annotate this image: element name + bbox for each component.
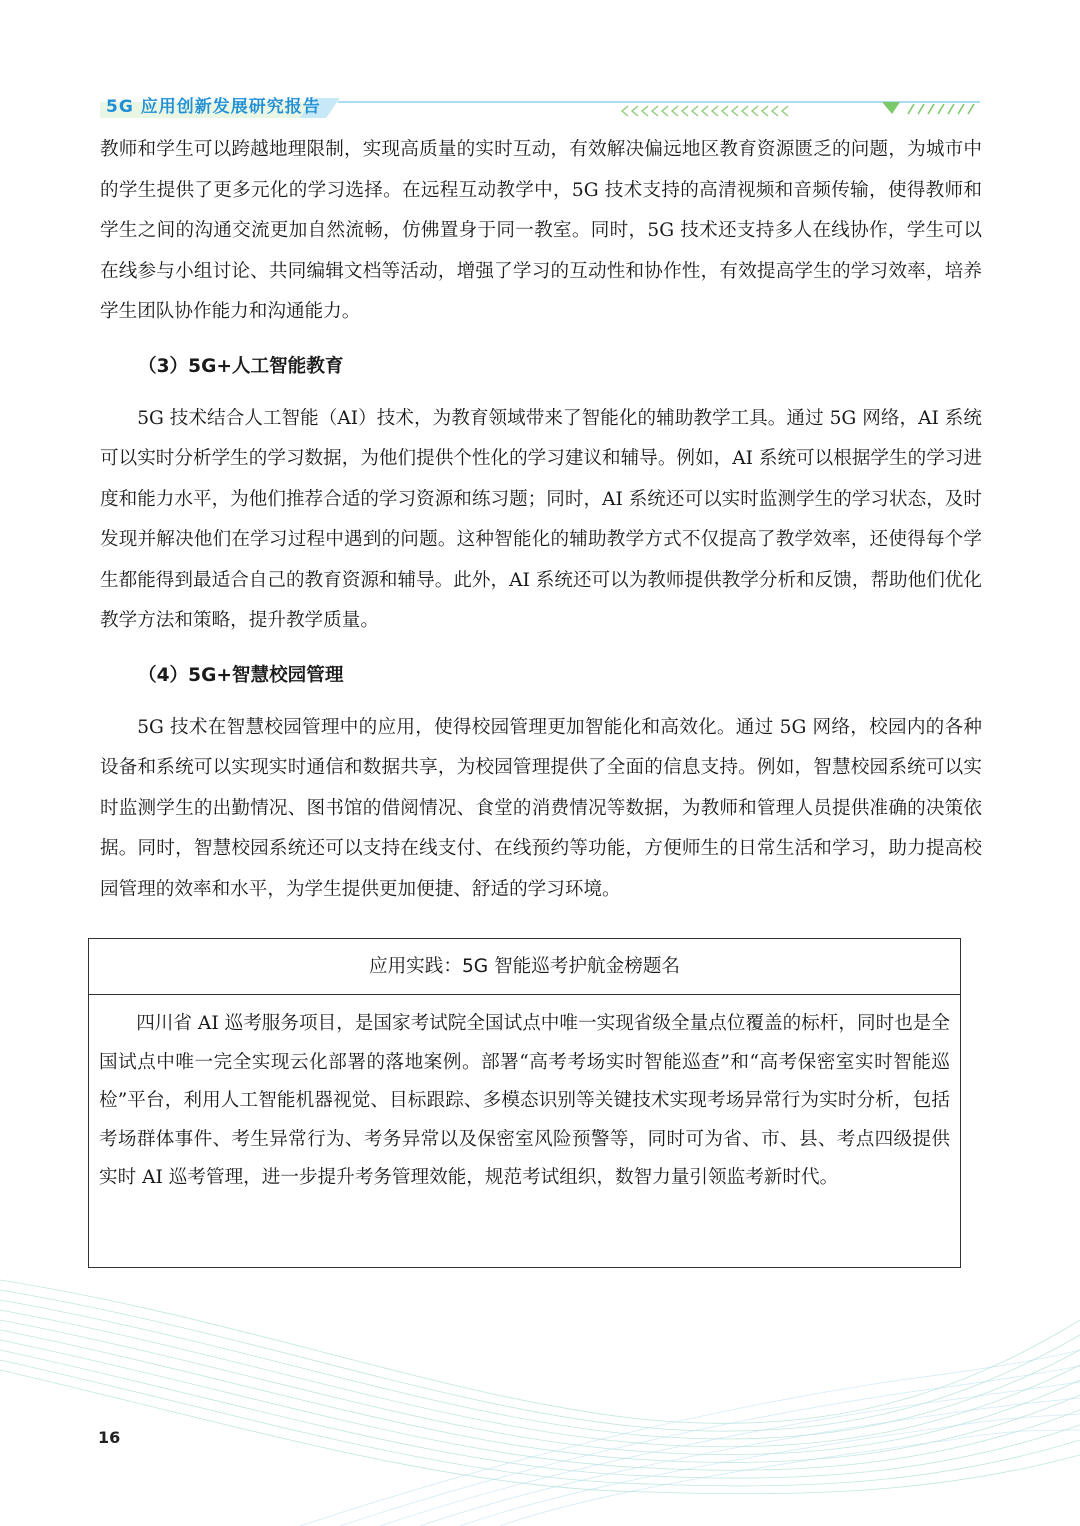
case-study-title: 应用实践：5G 智能巡考护航金榜题名: [89, 939, 960, 995]
section3-heading: （3）5G+人工智能教育: [138, 355, 344, 377]
section3-paragraph: 5G 技术结合人工智能（AI）技术，为教育领域带来了智能化的辅助教学工具。通过 5G 网络，AI 系统可以实时分析学生的学习数据，为他们提供个性化的学习建议和辅导。例如，AI 系统可以根据学生的学习进度和能力水平，为他们推荐合适的学习资源和练习题；同时，AI 系统还可以实时监测学生的学习状态，及时发现并解决他们在学习过程中遇到的问题。这种智能化的辅助教学方式不仅提高了教学效率，还使得每个学生都能得到最适合自己的教育资源和辅导。此外，AI 系统还可以为教师提供教学分析和反馈，帮助他们优化教学方法和策略，提升教学质量。: [100, 407, 982, 631]
intro-paragraph: 教师和学生可以跨越地理限制，实现高质量的实时互动，有效解决偏远地区教育资源匮乏的问题，为城市中的学生提供了更多元化的学习选择。在远程互动教学中，5G 技术支持的高清视频和音频传输，使得教师和学生之间的沟通交流更加自然流畅，仿佛置身于同一教室。同时，5G 技术还支持多人在线协作，学生可以在线参与小组讨论、共同编辑文档等活动，增强了学习的互动性和协作性，有效提高学生的学习效率，培养学生团队协作能力和沟通能力。: [100, 139, 982, 322]
header-chevrons: [622, 106, 788, 116]
section4-heading: （4）5G+智慧校园管理: [138, 664, 344, 686]
report-title: 5G 应用创新发展研究报告: [106, 97, 321, 117]
header-triangle: [882, 102, 900, 114]
decorative-waves: [0, 1260, 1080, 1526]
header-slashes: [908, 104, 974, 114]
main-content: [100, 130, 982, 910]
page-header: [100, 88, 980, 128]
wave-lines: [0, 1280, 1080, 1494]
page-number: 16: [98, 1428, 121, 1447]
case-study-box: [88, 938, 961, 1268]
section4-paragraph: 5G 技术在智慧校园管理中的应用，使得校园管理更加智能化和高效化。通过 5G 网络，校园内的各种设备和系统可以实现实时通信和数据共享，为校园管理提供了全面的信息支持。例如，智慧校园系统可以实时监测学生的出勤情况、图书馆的借阅情况、食堂的消费情况等数据，为教师和管理人员提供准确的决策依据。同时，智慧校园系统还可以支持在线支付、在线预约等功能，方便师生的日常生活和学习，助力提高校园管理的效率和水平，为学生提供更加便捷、舒适的学习环境。: [100, 716, 982, 900]
case-study-body: 四川省 AI 巡考服务项目，是国家考试院全国试点中唯一实现省级全量点位覆盖的标杆，同时也是全国试点中唯一完全实现云化部署的落地案例。部署“高考考场实时智能巡查”和“高考保密室实时智能巡检”平台，利用人工智能机器视觉、目标跟踪、多模态识别等关键技术实现考场异常行为实时分析，包括考场群体事件、考生异常行为、考务异常以及保密室风险预警等，同时可为省、市、县、考点四级提供实时 AI 巡考管理，进一步提升考务管理效能，规范考试组织，数智力量引领监考新时代。: [99, 1013, 950, 1188]
